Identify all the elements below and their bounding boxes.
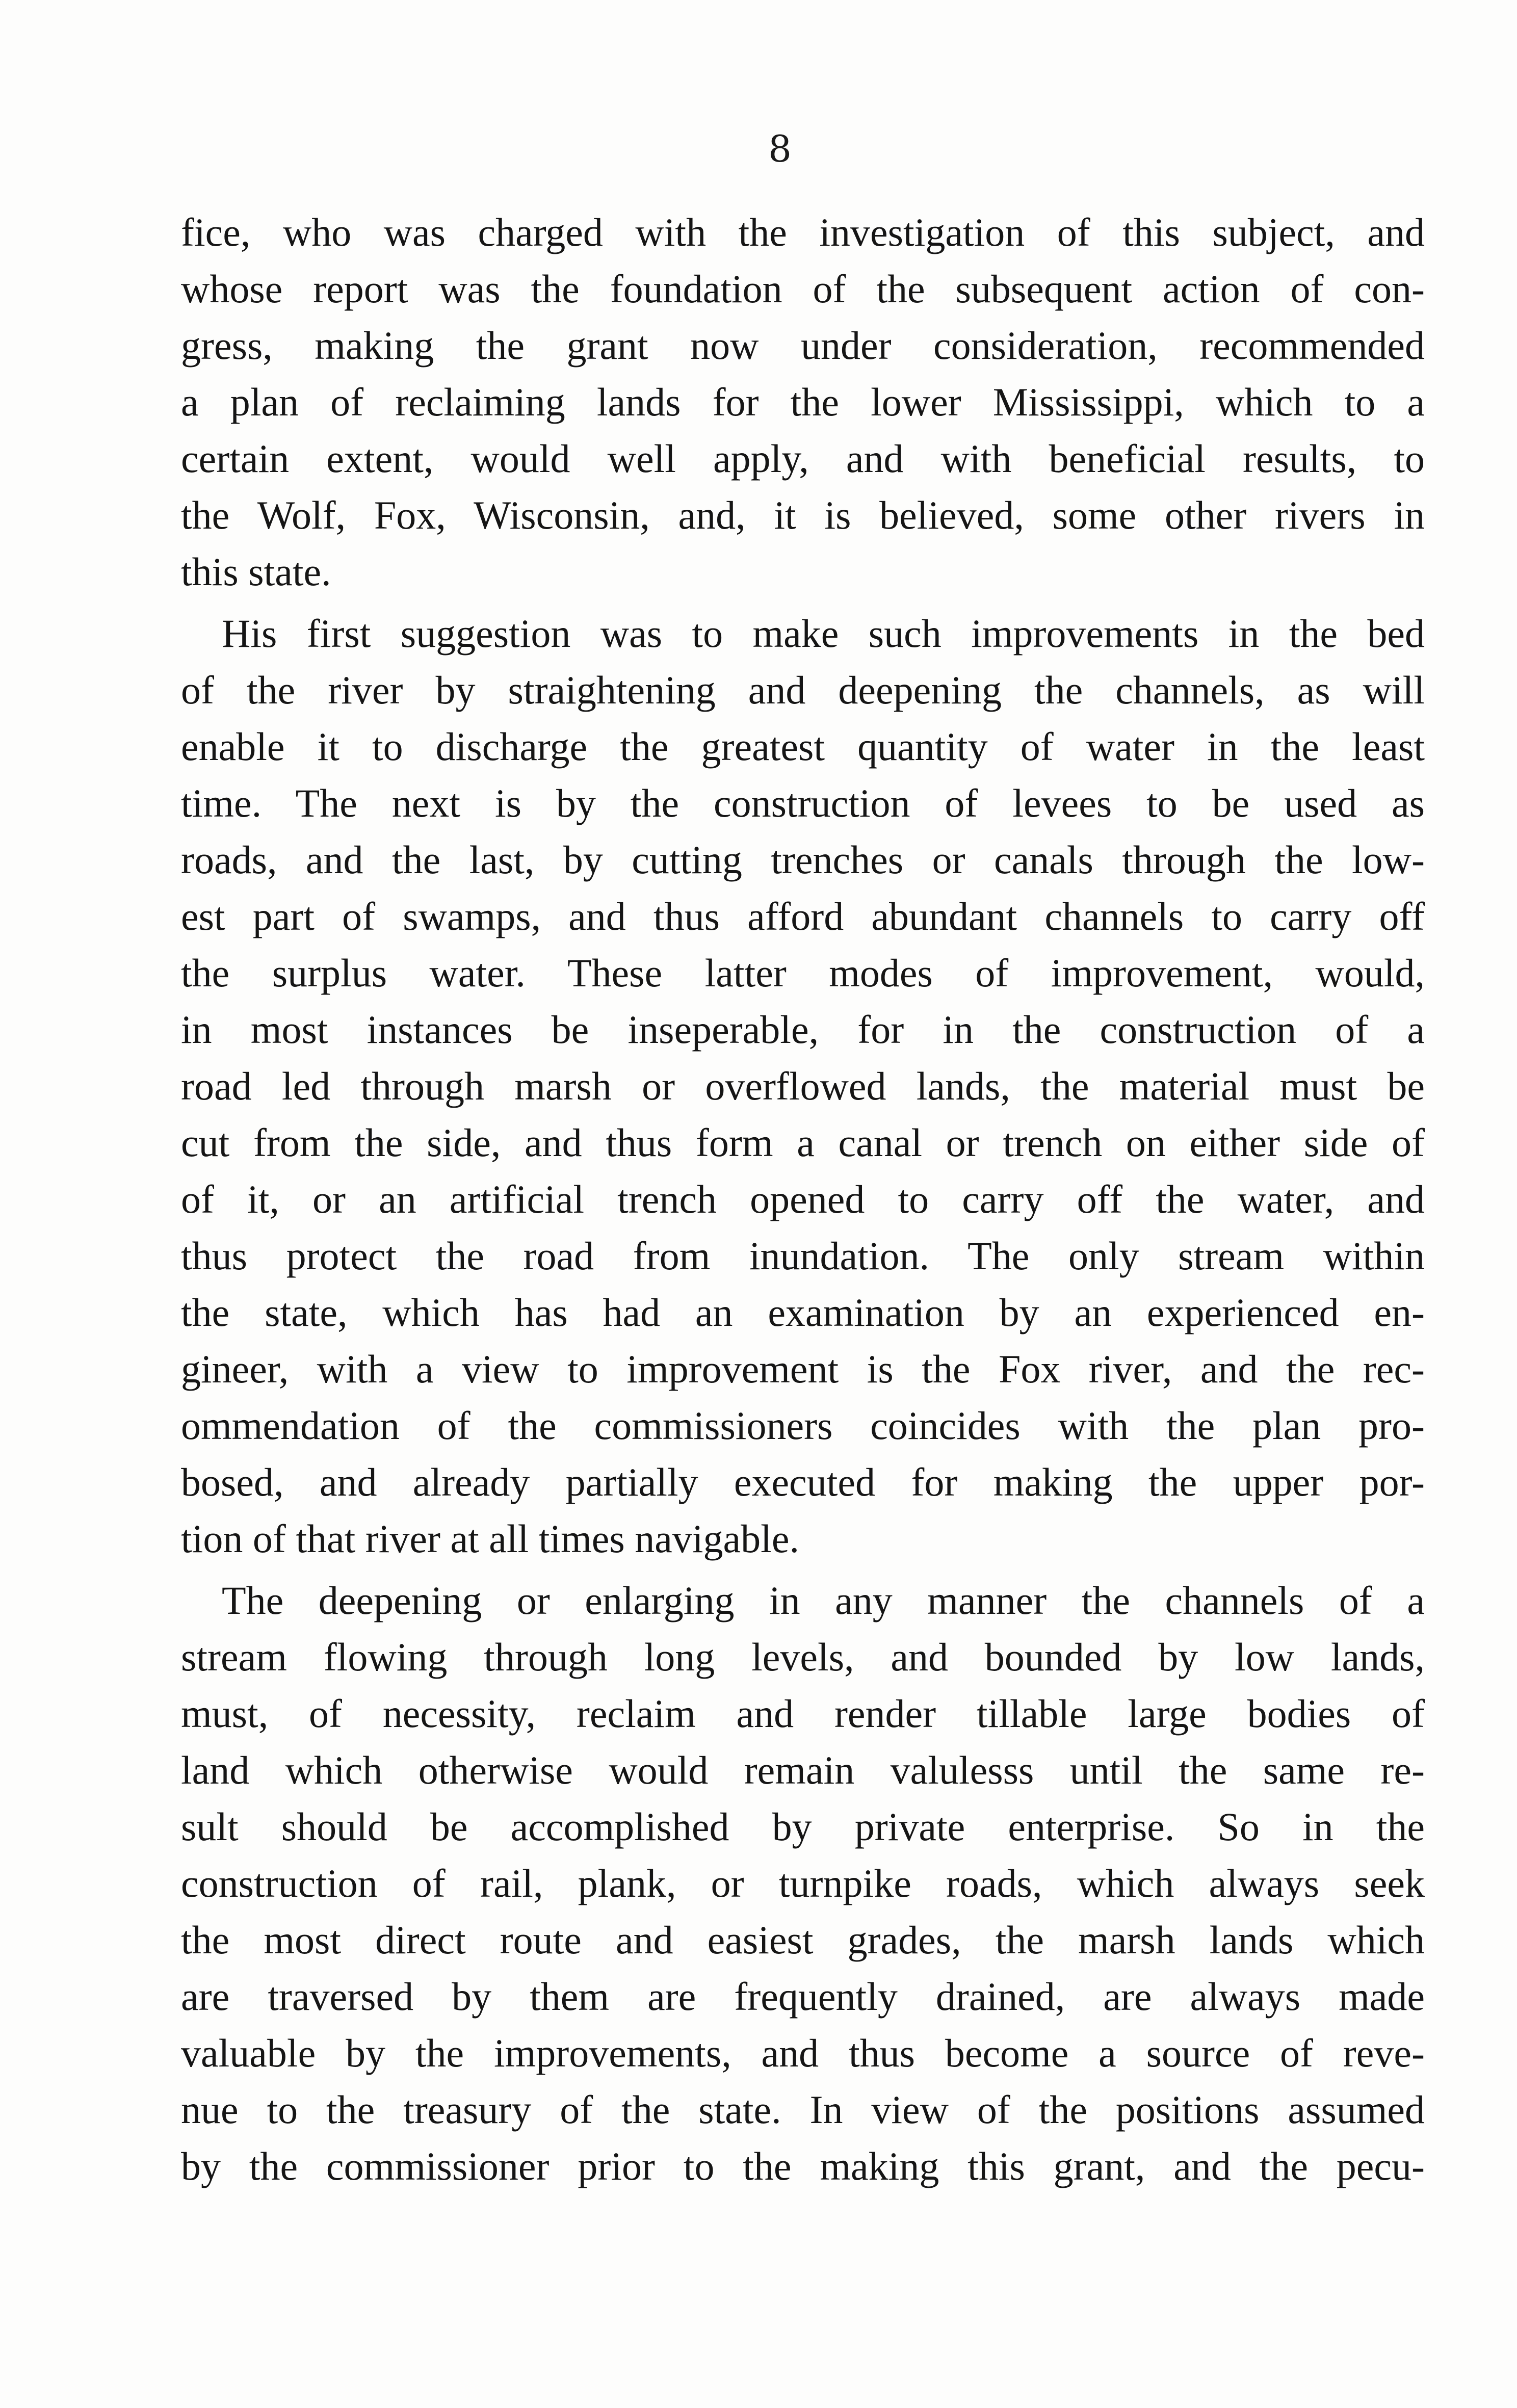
text-line: the surplus water. These latter modes of improvement, would, <box>181 951 1425 995</box>
text-line: valuable by the improvements, and thus become a source of reve- <box>181 2031 1425 2075</box>
body-text <box>181 204 1425 2194</box>
text-line: road led through marsh or overflowed lands, the material must be <box>181 1064 1425 1108</box>
text-line: of the river by straightening and deepening the channels, as will <box>181 668 1425 712</box>
text-line: time. The next is by the construction of levees to be used as <box>181 781 1425 825</box>
text-line: construction of rail, plank, or turnpike roads, which always seek <box>181 1861 1425 1905</box>
text-line: fice, who was charged with the investigation of this subject, and <box>181 210 1425 254</box>
text-line: by the commissioner prior to the making this grant, and the pecu- <box>181 2144 1425 2188</box>
text-line: nue to the treasury of the state. In view of the positions assumed <box>181 2087 1425 2132</box>
text-line: land which otherwise would remain valulesss until the same re- <box>181 1748 1425 1792</box>
text-line: est part of swamps, and thus afford abundant channels to carry off <box>181 894 1425 938</box>
text-line: gineer, with a view to improvement is the Fox river, and the rec- <box>181 1347 1425 1391</box>
paragraph <box>181 1572 1425 2194</box>
text-line: cut from the side, and thus form a canal or trench on either side of <box>181 1120 1425 1165</box>
text-line: this state. <box>181 549 331 594</box>
text-line: a plan of reclaiming lands for the lower Mississippi, which to a <box>181 380 1425 424</box>
paragraph <box>181 204 1425 600</box>
text-line: must, of necessity, reclaim and render tillable large bodies of <box>181 1691 1425 1736</box>
text-line: the Wolf, Fox, Wisconsin, and, it is believed, some other rivers in <box>181 493 1425 537</box>
text-line: whose report was the foundation of the subsequent action of con- <box>181 267 1425 311</box>
text-line: bosed, and already partially executed for making the upper por- <box>181 1460 1425 1504</box>
paragraph-gap <box>181 600 1425 605</box>
text-line: tion of that river at all times navigable. <box>181 1516 799 1561</box>
text-line: in most instances be inseperable, for in the construction of a <box>181 1007 1425 1052</box>
text-line: The deepening or enlarging in any manner the channels of a <box>222 1578 1425 1622</box>
text-line: His first suggestion was to make such improvements in the bed <box>222 611 1425 656</box>
paragraph-gap <box>181 1567 1425 1572</box>
text-line: enable it to discharge the greatest quantity of water in the least <box>181 724 1425 769</box>
text-line: ommendation of the commissioners coincides with the plan pro- <box>181 1403 1425 1448</box>
text-line: thus protect the road from inundation. The only stream within <box>181 1234 1425 1278</box>
text-line: the state, which has had an examination by an experienced en- <box>181 1290 1425 1334</box>
text-line: stream flowing through long levels, and bounded by low lands, <box>181 1635 1425 1679</box>
text-line: roads, and the last, by cutting trenches or canals through the low- <box>181 837 1425 882</box>
page-number: 8 <box>768 127 792 170</box>
text-line: sult should be accomplished by private enterprise. So in the <box>181 1804 1425 1849</box>
text-line: the most direct route and easiest grades, the marsh lands which <box>181 1918 1425 1962</box>
text-line: of it, or an artificial trench opened to carry off the water, and <box>181 1177 1425 1221</box>
text-line: gress, making the grant now under consideration, recommended <box>181 323 1425 368</box>
text-line: are traversed by them are frequently drained, are always made <box>181 1974 1425 2019</box>
text-line: certain extent, would well apply, and with beneficial results, to <box>181 436 1425 481</box>
paragraph <box>181 605 1425 1567</box>
